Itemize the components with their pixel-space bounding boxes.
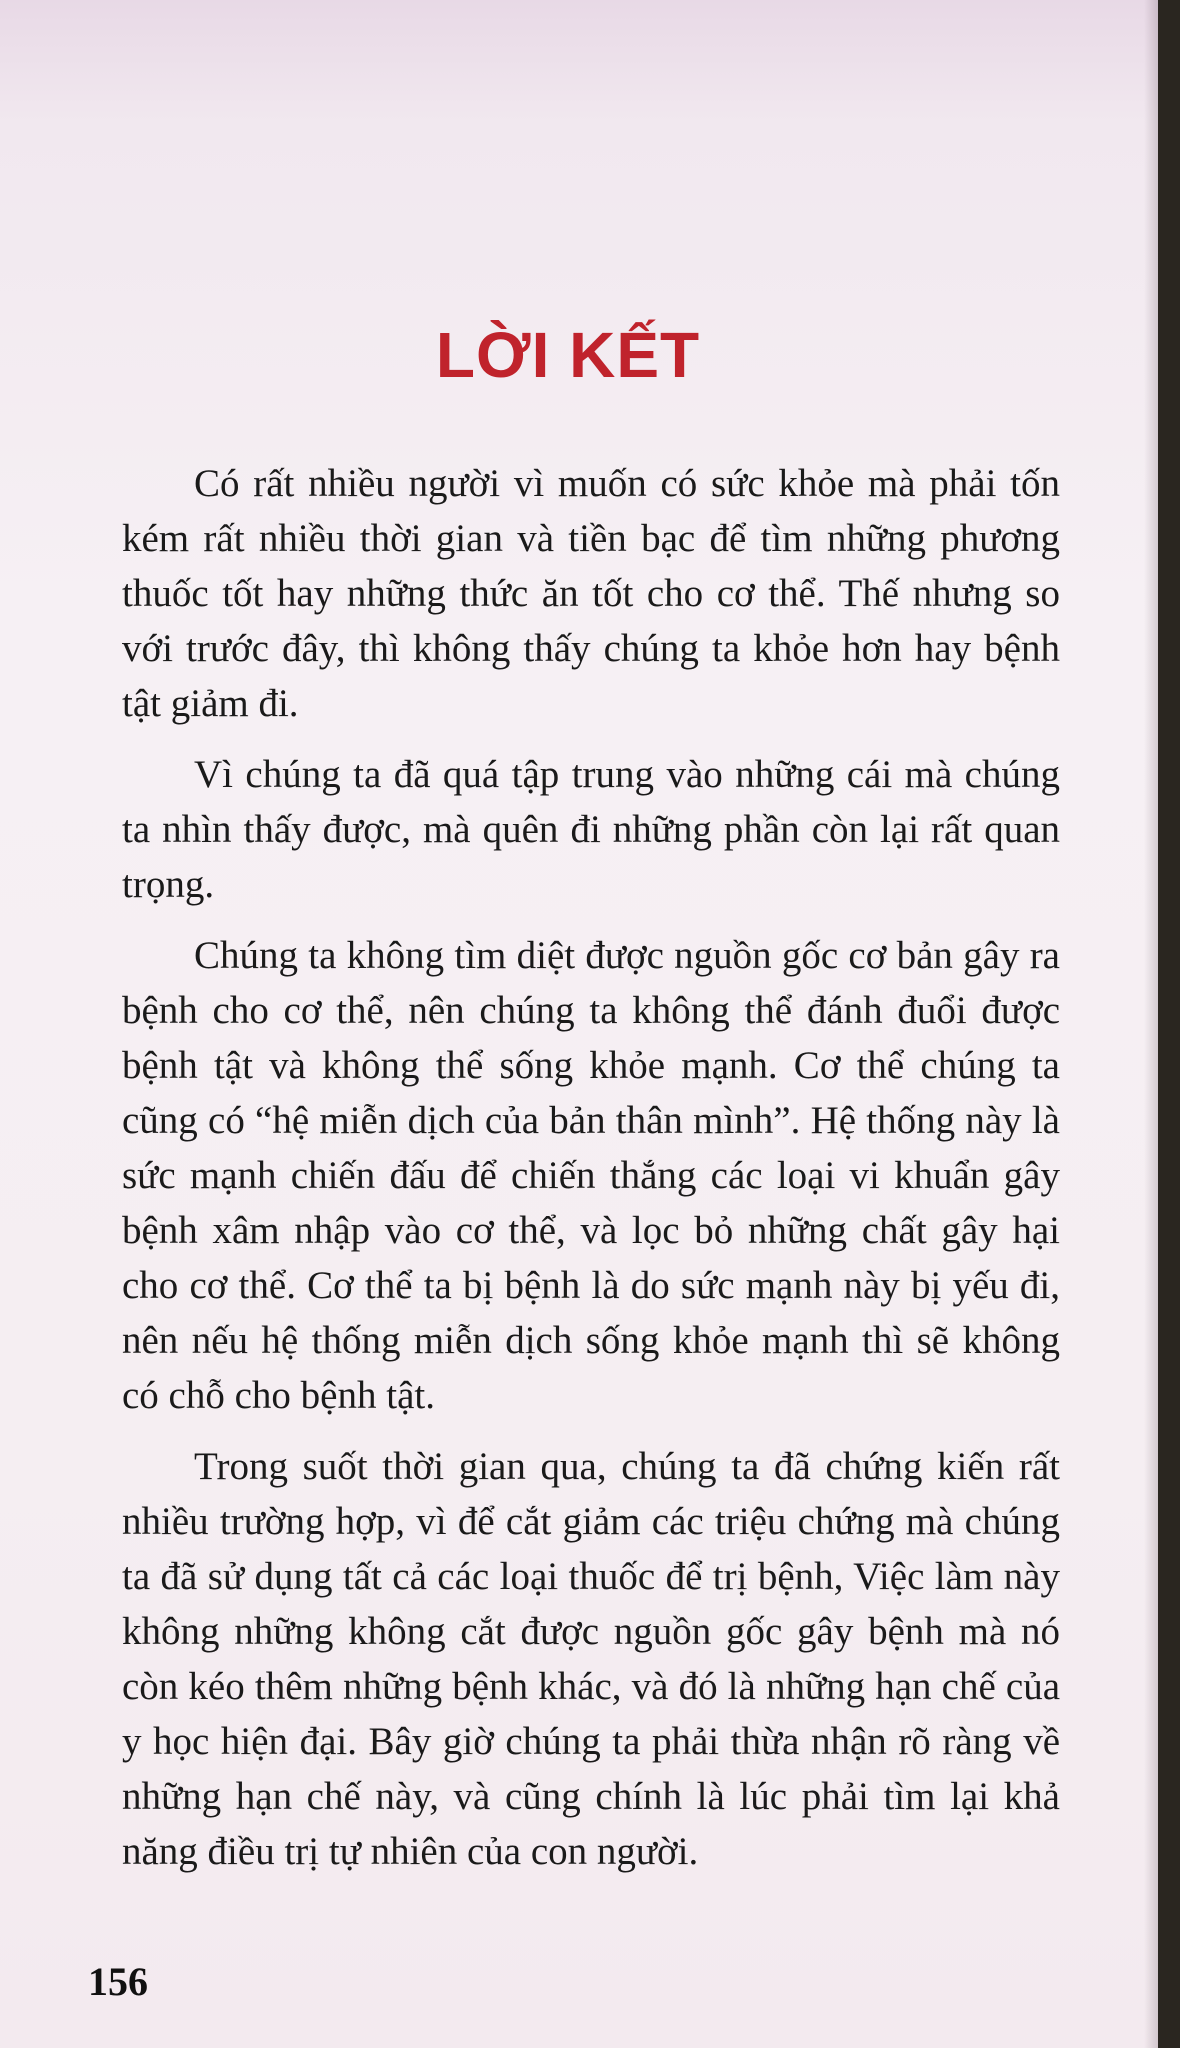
paragraph-3: Chúng ta không tìm diệt được nguồn gốc cơ bản gây ra bệnh cho cơ thể, nên chúng ta không thể đánh đuổi được bệnh tật và không thể sống khỏe mạnh. Cơ thể chúng ta cũng có “hệ miễn dịch của bản thân mình”. Hệ thống này là sức mạnh chiến đấu để chiến thắng các loại vi khuẩn gây bệnh xâm nhập vào cơ thể, và lọc bỏ những chất gây hại cho cơ thể. Cơ thể ta bị bệnh là do sức mạnh này bị yếu đi, nên nếu hệ thống miễn dịch sống khỏe mạnh thì sẽ không có chỗ cho bệnh tật. bbox=[122, 934, 1060, 1417]
paragraph-4: Trong suốt thời gian qua, chúng ta đã chứng kiến rất nhiều trường hợp, vì để cắt giảm các triệu chứng mà chúng ta đã sử dụng tất cả các loại thuốc để trị bệnh, Việc làm này không những không cắt được nguồn gốc gây bệnh mà nó còn kéo thêm những bệnh khác, và đó là những hạn chế của y học hiện đại. Bây giờ chúng ta phải thừa nhận rõ ràng về những hạn chế này, và cũng chính là lúc phải tìm lại khả năng điều trị tự nhiên của con người. bbox=[122, 1445, 1060, 1873]
chapter-body bbox=[122, 456, 1060, 1895]
chapter-title: LỜI KẾT bbox=[435, 319, 701, 391]
paragraph-2: Vì chúng ta đã quá tập trung vào những cái mà chúng ta nhìn thấy được, mà quên đi những phần còn lại rất quan trọng. bbox=[122, 753, 1060, 906]
paragraph-1: Có rất nhiều người vì muốn có sức khỏe mà phải tốn kém rất nhiều thời gian và tiền bạc để tìm những phương thuốc tốt hay những thức ăn tốt cho cơ thể. Thế nhưng so với trước đây, thì không thấy chúng ta khỏe hơn hay bệnh tật giảm đi. bbox=[122, 462, 1060, 725]
page-number: 156 bbox=[88, 1959, 148, 2004]
